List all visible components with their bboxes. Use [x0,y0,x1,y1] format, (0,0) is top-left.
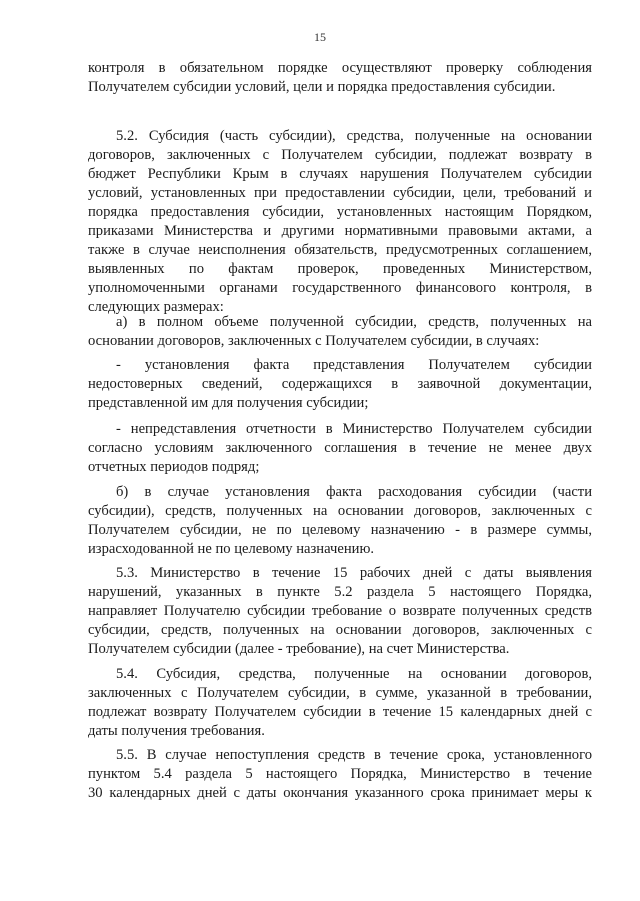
text-line: следующих размерах: [88,299,224,315]
text-line: порядка предоставления субсидии, установленных настоящим Порядком, [88,204,592,220]
text-line: подлежат возврату Получателем субсидии в течение 15 календарных дней с [88,704,592,720]
text-line: согласно условиям заключенного соглашения в течение не менее двух [88,440,592,456]
text-line: 5.5. В случае непоступления средств в течение срока, установленного [116,747,592,763]
text-line: представленной им для получения субсидии; [88,395,369,411]
text-line: 5.3. Министерство в течение 15 рабочих дней с даты выявления [116,565,592,581]
paragraph [88,356,592,413]
text-line: контроля в обязательном порядке осуществляют проверку соблюдения [88,60,592,76]
text-line: приказами Министерства и другими нормативными правовыми актами, а [88,223,592,239]
text-line: даты получения требования. [88,723,265,739]
text-line: бюджет Республики Крым в случаях нарушения Получателем субсидии [88,166,592,182]
paragraph [88,665,592,741]
text-line: договоров, заключенных с Получателем субсидии, подлежат возврату в [88,147,592,163]
text-line: уполномоченными органами государственного финансового контроля, в [88,280,592,296]
text-line: 5.2. Субсидия (часть субсидии), средства, полученные на основании [116,128,592,144]
text-line: условий, установленных при предоставлении субсидии, цели, требований и [88,185,592,201]
page-number: 15 [314,30,326,44]
paragraph [88,420,592,477]
text-line: - установления факта представления Получателем субсидии [116,357,592,373]
text-line: Получателем субсидии условий, цели и порядка предоставления субсидии. [88,79,556,95]
paragraph [88,59,592,97]
text-line: - непредставления отчетности в Министерство Получателем субсидии [116,421,592,437]
text-line: 30 календарных дней с даты окончания указанного срока принимает меры к [88,785,592,801]
text-line: недостоверных сведений, содержащихся в заявочной документации, [88,376,592,392]
text-line: 5.4. Субсидия, средства, полученные на основании договоров, [116,666,592,682]
text-line: б) в случае установления факта расходования субсидии (части [116,484,592,500]
paragraph [88,564,592,659]
text-line: основании договоров, заключенных с Получателем субсидии, в случаях: [88,333,540,349]
text-line: субсидии, средств, полученных на основании договоров, заключенных с [88,622,592,638]
text-line: нарушений, указанных в пункте 5.2 раздела 5 настоящего Порядка, [88,584,592,600]
text-line: пунктом 5.4 раздела 5 настоящего Порядка, Министерство в течение [88,766,592,782]
paragraph [88,127,592,317]
text-line: израсходованной не по целевому назначению. [88,541,374,557]
text-line: субсидии), средств, полученных на основании договоров, заключенных с [88,503,592,519]
text-line: Получателем субсидии (далее - требование), на счет Министерства. [88,641,510,657]
text-line: заключенных с Получателем субсидии, в сумме, указанной в требовании, [88,685,592,701]
paragraph [88,483,592,559]
paragraph [88,746,592,803]
text-line: Получателем субсидии, не по целевому назначению - в размере суммы, [88,522,592,538]
text-line: также в случае неисполнения обязательств, предусмотренных соглашением, [88,242,592,258]
text-line: направляет Получателю субсидии требование о возврате полученных средств [88,603,592,619]
text-line: а) в полном объеме полученной субсидии, средств, полученных на [116,314,592,330]
text-line: выявленных по фактам проверок, проведенных Министерством, [88,261,592,277]
paragraph [88,313,592,351]
text-line: отчетных периодов подряд; [88,459,260,475]
